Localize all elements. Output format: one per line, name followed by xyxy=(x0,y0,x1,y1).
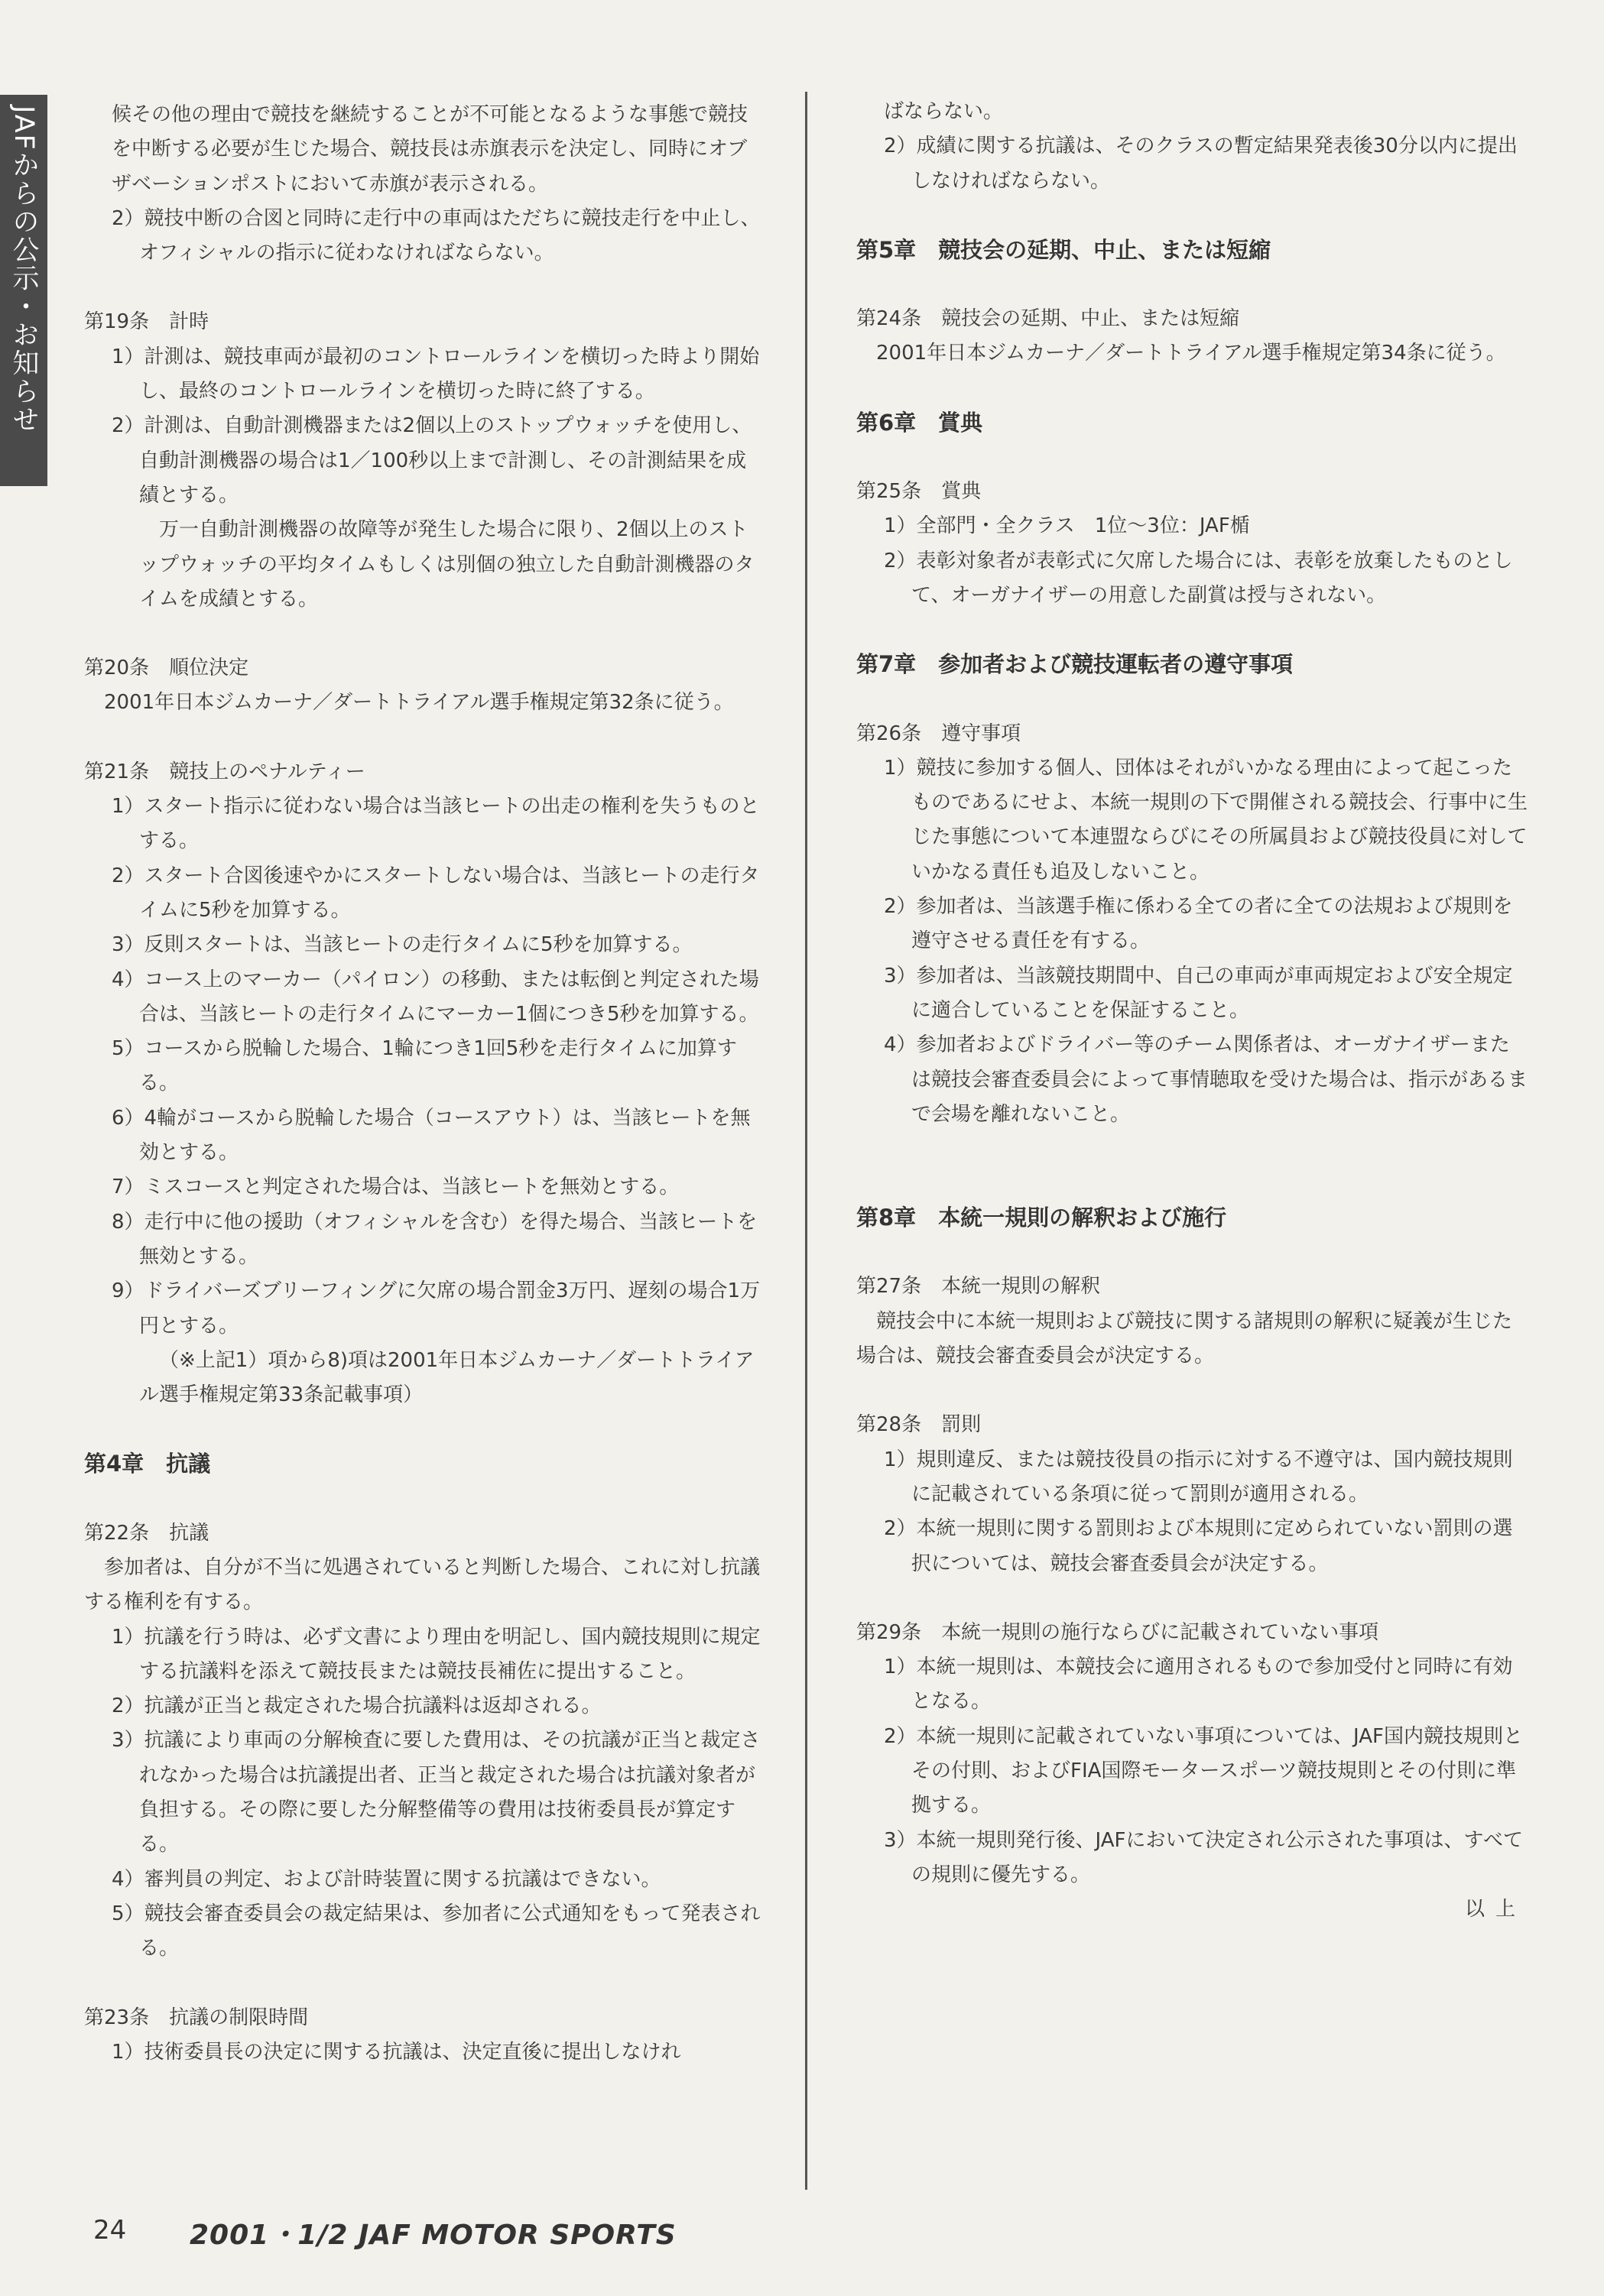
column-divider xyxy=(805,92,807,2190)
article-heading: 第25条 賞典 xyxy=(856,480,982,504)
list-item: 4）審判員の判定、および計時装置に関する抗議はできない。 xyxy=(112,1867,661,1891)
right-column xyxy=(856,95,1529,1927)
spacer xyxy=(856,1235,1529,1270)
list-item: 2）成績に関する抗議は、そのクラスの暫定結果発表後30分以内に提出しなければならない。 xyxy=(884,135,1518,193)
spacer xyxy=(856,199,1529,233)
spacer xyxy=(856,1373,1529,1408)
spacer xyxy=(84,1412,765,1447)
article-heading: 第29条 本統一規則の施行ならびに記載されていない事項 xyxy=(856,1620,1379,1644)
list-item: 6）4輪がコースから脱輪した場合（コースアウト）は、当該ヒートを無効とする。 xyxy=(112,1106,751,1165)
spacer xyxy=(856,1132,1529,1166)
list-item: 1）全部門・全クラス 1位〜3位：JAF楯 xyxy=(884,514,1250,538)
list-item: 2）競技中断の合図と同時に走行中の車両はただちに競技走行を中止し、オフィシャルの指示に従わなければならない。 xyxy=(112,206,761,265)
list-item: 2）表彰対象者が表彰式に欠席した場合には、表彰を放棄したものとして、オーガナイザーの用意した副賞は授与されない。 xyxy=(884,549,1513,607)
chapter-heading: 第8章 本統一規則の解釈および施行 xyxy=(856,1205,1227,1231)
article-heading: 第23条 抗議の制限時間 xyxy=(84,2006,309,2029)
list-item: 1）技術委員長の決定に関する抗議は、決定直後に提出しなけれ xyxy=(112,2040,681,2064)
list-item: 1）計測は、競技車両が最初のコントロールラインを横切った時より開始し、最終のコントロールラインを横切った時に終了する。 xyxy=(112,345,760,404)
paragraph: 2001年日本ジムカーナ／ダートトライアル選手権規定第34条に従う。 xyxy=(876,342,1506,365)
paragraph: 参加者は、自分が不当に処遇されていると判断した場合、これに対し抗議する権利を有する。 xyxy=(84,1555,761,1614)
list-item: 2）抗議が正当と裁定された場合抗議料は返却される。 xyxy=(112,1694,602,1718)
article-heading: 第27条 本統一規則の解釈 xyxy=(856,1275,1101,1299)
spacer xyxy=(856,1166,1529,1201)
article-heading: 第26条 遵守事項 xyxy=(856,722,1021,745)
list-item: 4）参加者およびドライバー等のチーム関係者は、オーガナイザーまたは競技会審査委員会によって事情聴取を受けた場合は、指示があるまで会場を離れないこと。 xyxy=(884,1033,1528,1126)
list-item: 1）スタート指示に従わない場合は当該ヒートの出走の権利を失うものとする。 xyxy=(112,795,760,853)
list-item: 3）反則スタートは、当該ヒートの走行タイムに5秒を加算する。 xyxy=(112,933,693,957)
spacer xyxy=(856,371,1529,406)
list-item: 3）抗議により車両の分解検査に要した費用は、その抗議が正当と裁定されなかった場合は抗議提出者、正当と裁定された場合は抗議対象者が負担する。その際に要した分解整備等の費用は技術委員長が算定する。 xyxy=(112,1729,761,1857)
spacer xyxy=(84,1482,765,1516)
chapter-heading: 第6章 賞典 xyxy=(856,409,983,436)
spacer xyxy=(84,1967,765,2001)
article-heading: 第28条 罰則 xyxy=(856,1413,982,1437)
list-item: 4）コース上のマーカー（パイロン）の移動、または転倒と判定された場合は、当該ヒートの走行タイムにマーカー1個につき5秒を加算する。 xyxy=(112,968,759,1026)
chapter-heading: 第5章 競技会の延期、中止、または短縮 xyxy=(856,236,1271,263)
chapter-heading: 第7章 参加者および競技運転者の遵守事項 xyxy=(856,651,1294,678)
list-item: 5）競技会審査委員会の裁定結果は、参加者に公式通知をもって発表される。 xyxy=(112,1902,761,1960)
chapter-heading: 第4章 抗議 xyxy=(84,1451,211,1477)
continued-text: 候その他の理由で競技を継続することが不可能となるような事態で競技を中断する必要が生じた場合、競技長は赤旗表示を決定し、同時にオブザベーションポストにおいて赤旗が表示される。 xyxy=(112,103,748,196)
list-item: 3）参加者は、当該競技期間中、自己の車両が車両規定および安全規定に適合していることを保証すること。 xyxy=(884,964,1513,1022)
list-item: 5）コースから脱輪した場合、1輪につき1回5秒を走行タイムに加算する。 xyxy=(112,1037,737,1095)
spacer xyxy=(856,268,1529,302)
article-heading: 第21条 競技上のペナルティー xyxy=(84,760,365,783)
list-item: 2）本統一規則に記載されていない事項については、JAF国内競技規則とその付則、およびFIA国際モータースポーツ競技規則とその付則に準拠する。 xyxy=(884,1724,1523,1818)
list-item: 7）ミスコースと判定された場合は、当該ヒートを無効とする。 xyxy=(112,1176,680,1199)
spacer xyxy=(856,613,1529,647)
spacer xyxy=(856,1581,1529,1616)
spacer xyxy=(856,683,1529,717)
article-heading: 第24条 競技会の延期、中止、または短縮 xyxy=(856,307,1240,331)
list-item: 1）本統一規則は、本競技会に適用されるもので参加受付と同時に有効となる。 xyxy=(884,1656,1513,1714)
list-item: 3）本統一規則発行後、JAFにおいて決定され公示された事項は、すべての規則に優先する。 xyxy=(884,1828,1523,1886)
list-item: 1）規則違反、または競技役員の指示に対する不遵守は、国内競技規則に記載されている条項に従って罰則が適用される。 xyxy=(884,1448,1513,1506)
page-number: 24 xyxy=(93,2215,127,2246)
article-heading: 第19条 計時 xyxy=(84,310,209,334)
list-item: 2）スタート合図後速やかにスタートしない場合は、当該ヒートの走行タイムに5秒を加算する。 xyxy=(112,864,760,922)
list-item: 1）抗議を行う時は、必ず文書により理由を明記し、国内競技規則に規定する抗議料を添えて競技長または競技長補佐に提出すること。 xyxy=(112,1625,761,1683)
list-item: 2）本統一規則に関する罰則および本規則に定められていない罰則の選択については、競技会審査委員会が決定する。 xyxy=(884,1517,1513,1575)
spacer xyxy=(856,440,1529,475)
paragraph: 競技会中に本統一規則および競技に関する諸規則の解釈に疑義が生じた場合は、競技会審査委員会が決定する。 xyxy=(856,1309,1513,1368)
article-heading: 第20条 順位決定 xyxy=(84,657,249,680)
list-item: 2）参加者は、当該選手権に係わる全ての者に全ての法規および規則を遵守させる責任を有する。 xyxy=(884,895,1513,953)
spacer xyxy=(84,721,765,755)
note-paragraph: 万一自動計測機器の故障等が発生した場合に限り、2個以上のストップウォッチの平均タイムもしくは別個の独立した自動計測機器のタイムを成績とする。 xyxy=(139,518,755,611)
end-mark: 以上 xyxy=(1464,1898,1526,1921)
list-item: 2）計測は、自動計測機器または2個以上のストップウォッチを使用し、自動計測機器の場合は1／100秒以上まで計測し、その計測結果を成績とする。 xyxy=(112,414,752,507)
list-item: 9）ドライバーズブリーフィングに欠席の場合罰金3万円、遅刻の場合1万円とする。 xyxy=(112,1279,761,1338)
section-tab: JAFからの公示・お知らせ xyxy=(0,95,47,486)
list-item: 1）競技に参加する個人、団体はそれがいかなる理由によって起こったものであるにせよ、本統一規則の下で開催される競技会、行事中に生じた事態について本連盟ならびにその所属員および競技役員に対していかなる責任も追及しないこと。 xyxy=(884,756,1528,884)
list-item: 8）走行中に他の援助（オフィシャルを含む）を得た場合、当該ヒートを無効とする。 xyxy=(112,1210,758,1268)
article-heading: 第22条 抗議 xyxy=(84,1521,209,1545)
paragraph: 2001年日本ジムカーナ／ダートトライアル選手権規定第32条に従う。 xyxy=(104,691,734,715)
continued-text: ばならない。 xyxy=(884,100,1004,123)
left-column xyxy=(84,98,765,2070)
spacer xyxy=(84,271,765,305)
publication-title: 2001・1/2 JAF MOTOR SPORTS xyxy=(190,2220,677,2251)
note-paragraph: （※上記1）項から8)項は2001年日本ジムカーナ／ダートトライアル選手権規定第33条記載事項） xyxy=(139,1348,755,1407)
spacer xyxy=(84,617,765,651)
